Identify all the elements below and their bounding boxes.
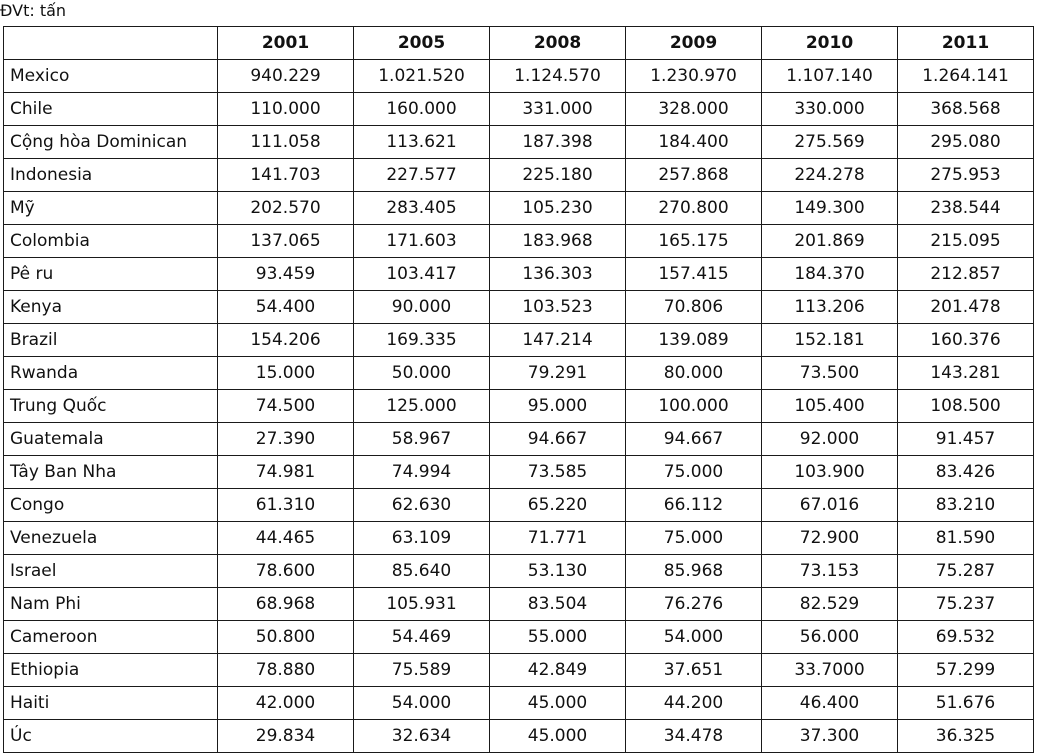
- value-cell: 83.210: [898, 489, 1034, 522]
- value-cell: 37.300: [762, 720, 898, 753]
- value-cell: 141.703: [218, 159, 354, 192]
- value-cell: 108.500: [898, 390, 1034, 423]
- value-cell: 50.000: [354, 357, 490, 390]
- table-row: [4, 423, 1034, 456]
- value-cell: 82.529: [762, 588, 898, 621]
- country-cell: Pê ru: [4, 258, 218, 291]
- value-cell: 157.415: [626, 258, 762, 291]
- value-cell: 110.000: [218, 93, 354, 126]
- value-cell: 95.000: [490, 390, 626, 423]
- value-cell: 143.281: [898, 357, 1034, 390]
- table-row: [4, 225, 1034, 258]
- value-cell: 90.000: [354, 291, 490, 324]
- value-cell: 54.469: [354, 621, 490, 654]
- value-cell: 368.568: [898, 93, 1034, 126]
- value-cell: 46.400: [762, 687, 898, 720]
- value-cell: 44.200: [626, 687, 762, 720]
- value-cell: 15.000: [218, 357, 354, 390]
- value-cell: 105.230: [490, 192, 626, 225]
- value-cell: 1.230.970: [626, 60, 762, 93]
- value-cell: 103.900: [762, 456, 898, 489]
- value-cell: 81.590: [898, 522, 1034, 555]
- country-cell: Cameroon: [4, 621, 218, 654]
- country-cell: Cộng hòa Dominican: [4, 126, 218, 159]
- country-cell: Tây Ban Nha: [4, 456, 218, 489]
- value-cell: 105.931: [354, 588, 490, 621]
- value-cell: 1.107.140: [762, 60, 898, 93]
- value-cell: 137.065: [218, 225, 354, 258]
- value-cell: 73.585: [490, 456, 626, 489]
- year-header: 2005: [354, 27, 490, 60]
- value-cell: 75.287: [898, 555, 1034, 588]
- value-cell: 160.376: [898, 324, 1034, 357]
- value-cell: 100.000: [626, 390, 762, 423]
- value-cell: 33.7000: [762, 654, 898, 687]
- value-cell: 1.264.141: [898, 60, 1034, 93]
- value-cell: 257.868: [626, 159, 762, 192]
- value-cell: 75.000: [626, 456, 762, 489]
- value-cell: 92.000: [762, 423, 898, 456]
- value-cell: 331.000: [490, 93, 626, 126]
- value-cell: 45.000: [490, 720, 626, 753]
- table-header: [4, 27, 1034, 60]
- value-cell: 139.089: [626, 324, 762, 357]
- table-row: [4, 192, 1034, 225]
- table-row: [4, 588, 1034, 621]
- value-cell: 73.500: [762, 357, 898, 390]
- table-row: [4, 687, 1034, 720]
- value-cell: 42.000: [218, 687, 354, 720]
- value-cell: 940.229: [218, 60, 354, 93]
- value-cell: 74.994: [354, 456, 490, 489]
- value-cell: 154.206: [218, 324, 354, 357]
- value-cell: 45.000: [490, 687, 626, 720]
- table-row: [4, 555, 1034, 588]
- value-cell: 37.651: [626, 654, 762, 687]
- year-header: 2008: [490, 27, 626, 60]
- table-row: [4, 291, 1034, 324]
- value-cell: 125.000: [354, 390, 490, 423]
- country-cell: Trung Quốc: [4, 390, 218, 423]
- table-row: [4, 60, 1034, 93]
- value-cell: 93.459: [218, 258, 354, 291]
- value-cell: 75.000: [626, 522, 762, 555]
- year-header: 2011: [898, 27, 1034, 60]
- value-cell: 66.112: [626, 489, 762, 522]
- value-cell: 61.310: [218, 489, 354, 522]
- country-cell: Congo: [4, 489, 218, 522]
- value-cell: 1.021.520: [354, 60, 490, 93]
- table-row: [4, 324, 1034, 357]
- value-cell: 67.016: [762, 489, 898, 522]
- value-cell: 63.109: [354, 522, 490, 555]
- value-cell: 111.058: [218, 126, 354, 159]
- value-cell: 238.544: [898, 192, 1034, 225]
- value-cell: 275.953: [898, 159, 1034, 192]
- value-cell: 201.478: [898, 291, 1034, 324]
- production-table: [3, 26, 1034, 753]
- country-cell: Haiti: [4, 687, 218, 720]
- value-cell: 78.880: [218, 654, 354, 687]
- table-row: [4, 456, 1034, 489]
- value-cell: 328.000: [626, 93, 762, 126]
- value-cell: 215.095: [898, 225, 1034, 258]
- value-cell: 275.569: [762, 126, 898, 159]
- header-corner-cell: [4, 27, 218, 60]
- table-row: [4, 621, 1034, 654]
- value-cell: 103.523: [490, 291, 626, 324]
- value-cell: 103.417: [354, 258, 490, 291]
- value-cell: 184.370: [762, 258, 898, 291]
- value-cell: 75.237: [898, 588, 1034, 621]
- value-cell: 50.800: [218, 621, 354, 654]
- value-cell: 27.390: [218, 423, 354, 456]
- country-cell: Chile: [4, 93, 218, 126]
- value-cell: 79.291: [490, 357, 626, 390]
- unit-label: ĐVt: tấn: [0, 1, 67, 20]
- value-cell: 201.869: [762, 225, 898, 258]
- value-cell: 51.676: [898, 687, 1034, 720]
- year-header: 2001: [218, 27, 354, 60]
- country-cell: Kenya: [4, 291, 218, 324]
- value-cell: 70.806: [626, 291, 762, 324]
- value-cell: 83.504: [490, 588, 626, 621]
- country-cell: Indonesia: [4, 159, 218, 192]
- value-cell: 94.667: [490, 423, 626, 456]
- value-cell: 169.335: [354, 324, 490, 357]
- country-cell: Venezuela: [4, 522, 218, 555]
- value-cell: 42.849: [490, 654, 626, 687]
- table-row: [4, 390, 1034, 423]
- country-cell: Guatemala: [4, 423, 218, 456]
- value-cell: 53.130: [490, 555, 626, 588]
- value-cell: 54.000: [626, 621, 762, 654]
- value-cell: 75.589: [354, 654, 490, 687]
- value-cell: 58.967: [354, 423, 490, 456]
- value-cell: 54.400: [218, 291, 354, 324]
- value-cell: 36.325: [898, 720, 1034, 753]
- table-row: [4, 522, 1034, 555]
- value-cell: 62.630: [354, 489, 490, 522]
- value-cell: 330.000: [762, 93, 898, 126]
- value-cell: 105.400: [762, 390, 898, 423]
- value-cell: 113.621: [354, 126, 490, 159]
- country-cell: Brazil: [4, 324, 218, 357]
- value-cell: 295.080: [898, 126, 1034, 159]
- country-cell: Colombia: [4, 225, 218, 258]
- value-cell: 283.405: [354, 192, 490, 225]
- country-cell: Rwanda: [4, 357, 218, 390]
- value-cell: 202.570: [218, 192, 354, 225]
- value-cell: 85.968: [626, 555, 762, 588]
- value-cell: 85.640: [354, 555, 490, 588]
- value-cell: 225.180: [490, 159, 626, 192]
- table-row: [4, 720, 1034, 753]
- value-cell: 91.457: [898, 423, 1034, 456]
- value-cell: 54.000: [354, 687, 490, 720]
- value-cell: 29.834: [218, 720, 354, 753]
- country-cell: Mexico: [4, 60, 218, 93]
- table-row: [4, 126, 1034, 159]
- value-cell: 56.000: [762, 621, 898, 654]
- value-cell: 184.400: [626, 126, 762, 159]
- table-row: [4, 159, 1034, 192]
- value-cell: 94.667: [626, 423, 762, 456]
- value-cell: 71.771: [490, 522, 626, 555]
- value-cell: 44.465: [218, 522, 354, 555]
- value-cell: 171.603: [354, 225, 490, 258]
- value-cell: 1.124.570: [490, 60, 626, 93]
- value-cell: 147.214: [490, 324, 626, 357]
- table-row: [4, 93, 1034, 126]
- value-cell: 187.398: [490, 126, 626, 159]
- value-cell: 68.968: [218, 588, 354, 621]
- table-row: [4, 489, 1034, 522]
- country-cell: Úc: [4, 720, 218, 753]
- value-cell: 212.857: [898, 258, 1034, 291]
- value-cell: 32.634: [354, 720, 490, 753]
- value-cell: 74.500: [218, 390, 354, 423]
- value-cell: 83.426: [898, 456, 1034, 489]
- value-cell: 149.300: [762, 192, 898, 225]
- value-cell: 55.000: [490, 621, 626, 654]
- value-cell: 113.206: [762, 291, 898, 324]
- table-row: [4, 357, 1034, 390]
- country-cell: Israel: [4, 555, 218, 588]
- table-row: [4, 258, 1034, 291]
- value-cell: 57.299: [898, 654, 1034, 687]
- value-cell: 69.532: [898, 621, 1034, 654]
- value-cell: 152.181: [762, 324, 898, 357]
- table-body: [4, 60, 1034, 753]
- value-cell: 227.577: [354, 159, 490, 192]
- value-cell: 224.278: [762, 159, 898, 192]
- value-cell: 73.153: [762, 555, 898, 588]
- value-cell: 165.175: [626, 225, 762, 258]
- value-cell: 160.000: [354, 93, 490, 126]
- table-row: [4, 654, 1034, 687]
- value-cell: 270.800: [626, 192, 762, 225]
- header-row: [4, 27, 1034, 60]
- year-header: 2009: [626, 27, 762, 60]
- country-cell: Mỹ: [4, 192, 218, 225]
- value-cell: 72.900: [762, 522, 898, 555]
- value-cell: 76.276: [626, 588, 762, 621]
- value-cell: 34.478: [626, 720, 762, 753]
- value-cell: 136.303: [490, 258, 626, 291]
- country-cell: Nam Phi: [4, 588, 218, 621]
- country-cell: Ethiopia: [4, 654, 218, 687]
- value-cell: 74.981: [218, 456, 354, 489]
- value-cell: 78.600: [218, 555, 354, 588]
- year-header: 2010: [762, 27, 898, 60]
- value-cell: 65.220: [490, 489, 626, 522]
- value-cell: 183.968: [490, 225, 626, 258]
- value-cell: 80.000: [626, 357, 762, 390]
